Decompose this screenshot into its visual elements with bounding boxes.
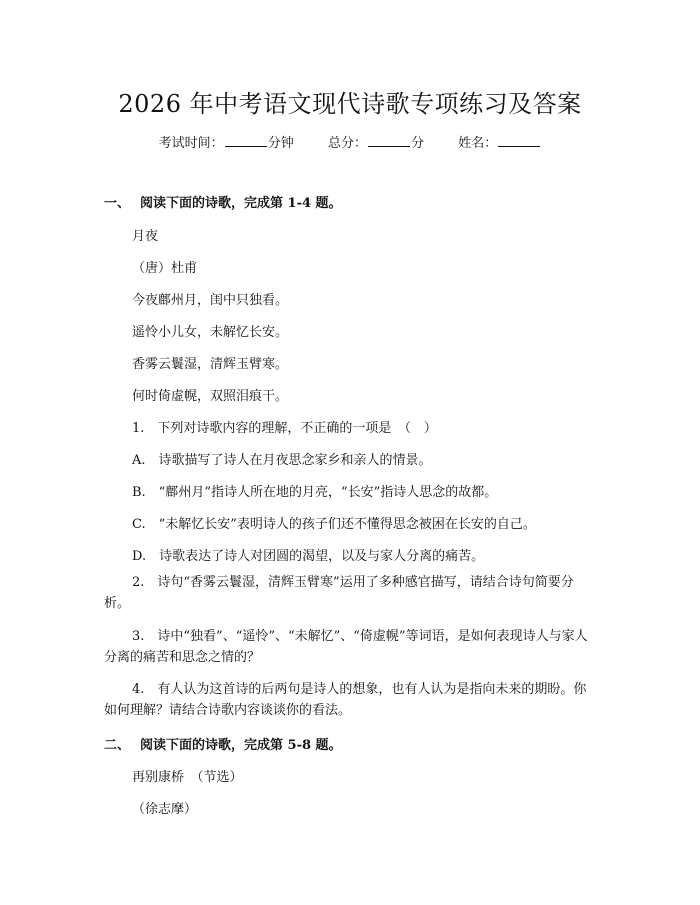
question-2: 2. 诗句“香雾云鬟湿，清辉玉臂寒”运用了多种感官描写，请结合诗句简要分析。 xyxy=(104,575,574,611)
time-unit: 分钟 xyxy=(267,136,294,151)
score-blank xyxy=(368,134,410,147)
poem-author: （徐志摩） xyxy=(132,802,198,817)
score-unit: 分 xyxy=(411,136,425,151)
option-a: A. 诗歌描写了诗人在月夜思念家乡和亲人的情景。 xyxy=(132,453,432,468)
section-heading-1 xyxy=(104,192,342,211)
section-heading-text: 阅读下面的诗歌，完成第 5-8 题。 xyxy=(140,738,342,753)
poem-line: 遥怜小儿女，未解忆长安。 xyxy=(132,325,289,340)
name-blank xyxy=(498,134,540,147)
question-4: 4. 有人认为这首诗的后两句是诗人的想象，也有人认为是指向未来的期盼。你如何理解？请结合诗歌内容谈谈你的看法。 xyxy=(104,682,587,718)
section-heading-2 xyxy=(104,734,342,753)
page-title: 2026 年中考语文现代诗歌专项练习及答案 xyxy=(118,90,582,118)
poem-line: 何时倚虚幌，双照泪痕干。 xyxy=(132,389,289,404)
score-label: 总分： xyxy=(327,136,367,151)
option-c: C. “未解忆长安”表明诗人的孩子们还不懂得思念被困在长安的自己。 xyxy=(132,517,536,532)
poem-author: （唐）杜甫 xyxy=(132,261,198,276)
option-b: B. “鄜州月”指诗人所在地的月亮，“长安”指诗人思念的故都。 xyxy=(132,485,498,500)
exam-meta xyxy=(0,132,700,151)
section-number: 一、 xyxy=(104,196,131,211)
time-blank xyxy=(225,134,267,147)
question-3: 3. 诗中“独看”、“遥怜”、“未解忆”、“倚虚幌”等词语，是如何表现诗人与家人分离的痛苦和思念之情的？ xyxy=(104,629,588,665)
poem-title: 月夜 xyxy=(132,229,159,244)
poem-title: 再别康桥 （节选） xyxy=(132,770,243,785)
poem-line: 今夜鄜州月，闺中只独看。 xyxy=(132,293,289,308)
section-heading-text: 阅读下面的诗歌，完成第 1-4 题。 xyxy=(140,196,342,211)
time-label: 考试时间： xyxy=(158,136,224,151)
name-label: 姓名： xyxy=(458,136,498,151)
question-1: 1. 下列对诗歌内容的理解，不正确的一项是 （ ） xyxy=(132,421,437,436)
section-number: 二、 xyxy=(104,738,131,753)
option-d: D. 诗歌表达了诗人对团圆的渴望，以及与家人分离的痛苦。 xyxy=(132,549,485,564)
poem-line: 香雾云鬟湿，清辉玉臂寒。 xyxy=(132,357,289,372)
